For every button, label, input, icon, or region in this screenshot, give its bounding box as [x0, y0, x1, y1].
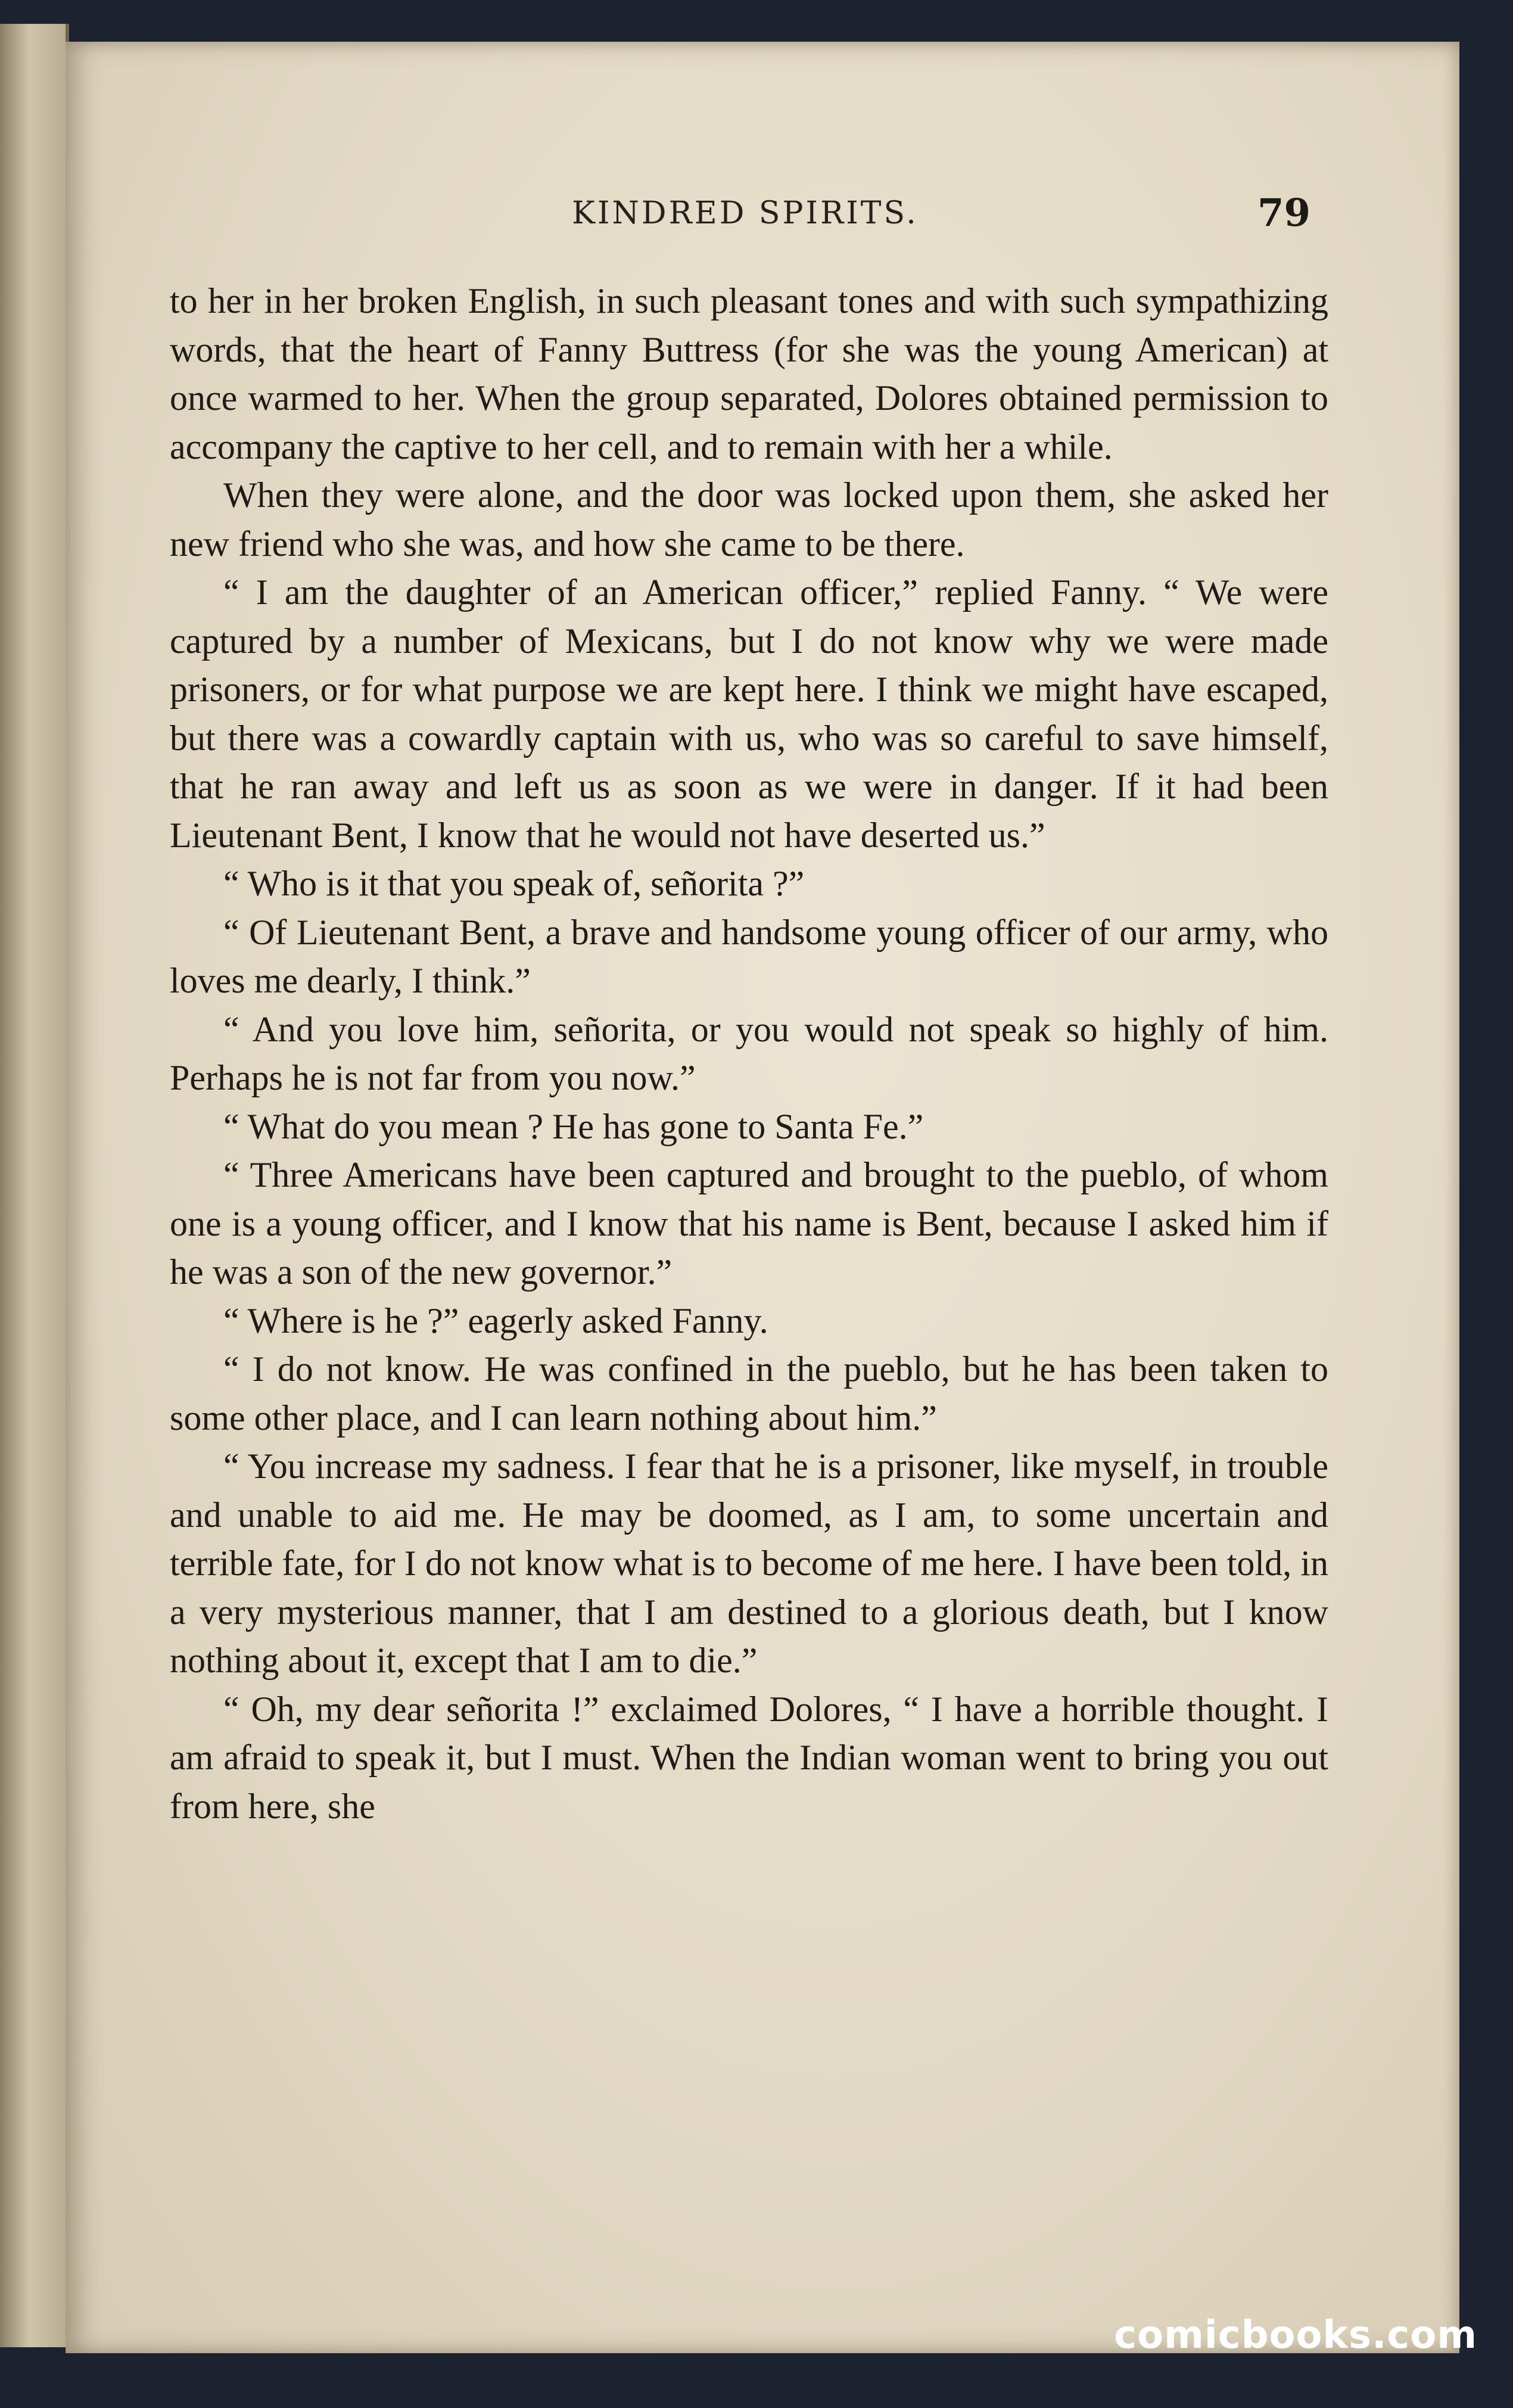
- paragraph-11: “ You increase my sadness. I fear that he is a prisoner, like myself, in trouble and unable to aid me. He may be doomed, as I am, to some uncertain and terrible fate, for I do not know what is to become of me here. I have been told, in a very mysterious manner, that I am destined to a glorious death, but I know nothing about it, except that I am to die.”: [170, 1446, 1328, 1680]
- paragraph-9: “ Where is he ?” eagerly asked Fanny.: [223, 1301, 768, 1340]
- paragraph-3: “ I am the daughter of an American officer,” replied Fanny. “ We were captured by a number of Mexicans, but I do not know why we were made prisoners, or for what purpose we are kept here. I think we might have escaped, but there was a cowardly captain with us, who was so careful to save himself, that he ran away and left us as soon as we were in danger. If it had been Lieutenant Bent, I know that he would not have deserted us.”: [170, 573, 1328, 855]
- running-title: KINDRED SPIRITS.: [572, 195, 919, 231]
- paragraph-12: “ Oh, my dear señorita !” exclaimed Dolores, “ I have a horrible thought. I am afraid to speak it, but I must. When the Indian woman went to bring you out from here, she: [170, 1689, 1328, 1826]
- page-number: 79: [1257, 191, 1310, 235]
- paragraph-6: “ And you love him, señorita, or you would not speak so highly of him. Perhaps he is not far from you now.”: [170, 1009, 1328, 1097]
- previous-page-edge: [0, 24, 69, 2347]
- paragraph-7: “ What do you mean ? He has gone to Santa Fe.”: [223, 1106, 924, 1146]
- paragraph-10: “ I do not know. He was confined in the pueblo, but he has been taken to some other place, and I can learn nothing about him.”: [170, 1349, 1328, 1438]
- body-text: [170, 277, 1328, 1831]
- paragraph-4: “ Who is it that you speak of, señorita ?”: [223, 864, 805, 903]
- paragraph-8: “ Three Americans have been captured and brought to the pueblo, of whom one is a young officer, and I know that his name is Bent, because I asked him if he was a son of the new governor.”: [170, 1155, 1328, 1292]
- running-head: [119, 191, 1310, 244]
- paragraph-2: When they were alone, and the door was locked upon them, she asked her new friend who she was, and how she came to be there.: [170, 475, 1328, 564]
- paragraph-5: “ Of Lieutenant Bent, a brave and handsome young officer of our army, who loves me dearly, I think.”: [170, 912, 1328, 1000]
- paragraph-1: to her in her broken English, in such pleasant tones and with such sympathizing words, that the heart of Fanny Buttress (for she was the young American) at once warmed to her. When the group separated, Dolores obtained permission to accompany the captive to her cell, and to remain with her a while.: [170, 281, 1328, 466]
- watermark: comicbooks.com: [1114, 2313, 1477, 2357]
